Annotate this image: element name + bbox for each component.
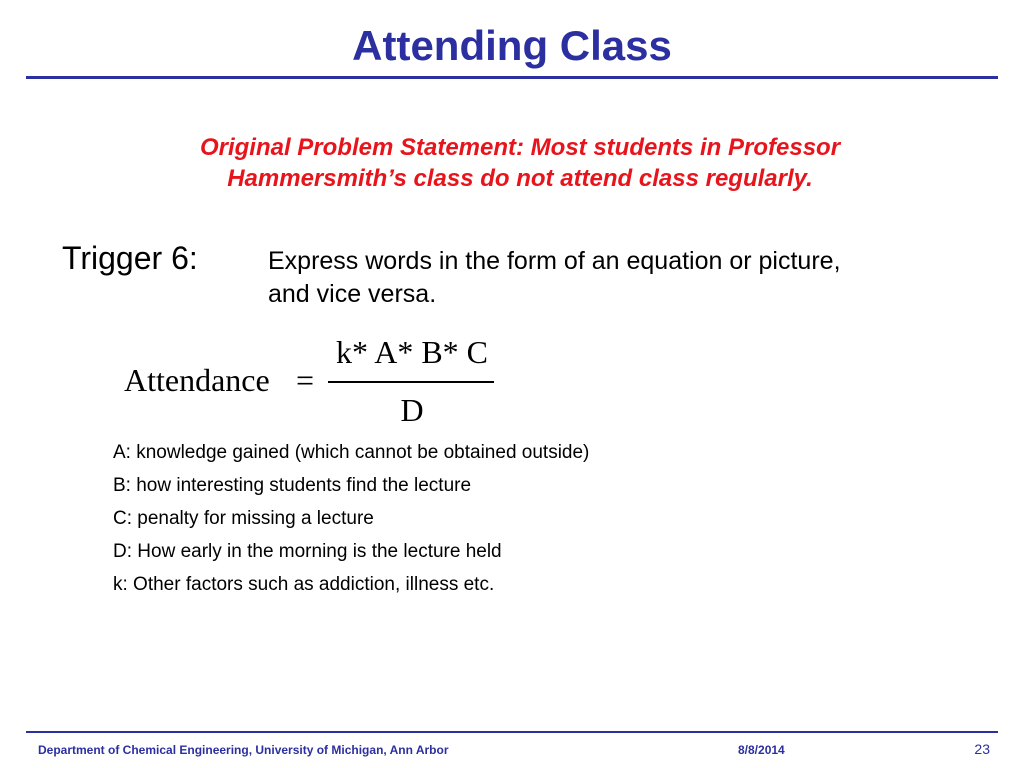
definition-k: k: Other factors such as addiction, illness etc.: [113, 574, 495, 595]
trigger-label: Trigger 6:: [62, 240, 198, 276]
footer-date: 8/8/2014: [738, 743, 785, 757]
trigger-description-line-1: Express words in the form of an equation or picture,: [268, 247, 841, 275]
equation-fraction-bar: [328, 381, 494, 383]
variable-definitions: [113, 438, 589, 603]
footer-department: Department of Chemical Engineering, University of Michigan, Ann Arbor: [38, 743, 449, 757]
definition-b: B: how interesting students find the lecture: [113, 475, 472, 496]
definition-c: C: penalty for missing a lecture: [113, 508, 374, 529]
slide-title: Attending Class: [352, 22, 672, 69]
equation-numerator: k* A* B* C: [335, 334, 489, 370]
problem-statement-line-1: Original Problem Statement: Most students in Professor: [199, 134, 841, 161]
trigger-description: [268, 245, 958, 311]
equation-lhs: Attendance: [124, 362, 270, 398]
equation-equals-sign: =: [296, 362, 315, 398]
footer-divider: [26, 731, 998, 733]
title-divider: [26, 76, 998, 79]
definition-a: A: knowledge gained (which cannot be obtained outside): [113, 442, 590, 463]
problem-statement: [100, 132, 940, 194]
page-number: 23: [974, 741, 990, 757]
problem-statement-line-2: Hammersmith’s class do not attend class regularly.: [227, 165, 813, 192]
attendance-equation: [120, 332, 520, 442]
equation-denominator: D: [400, 392, 424, 428]
trigger-description-line-2: and vice versa.: [268, 280, 437, 308]
definition-d: D: How early in the morning is the lecture held: [113, 541, 502, 562]
